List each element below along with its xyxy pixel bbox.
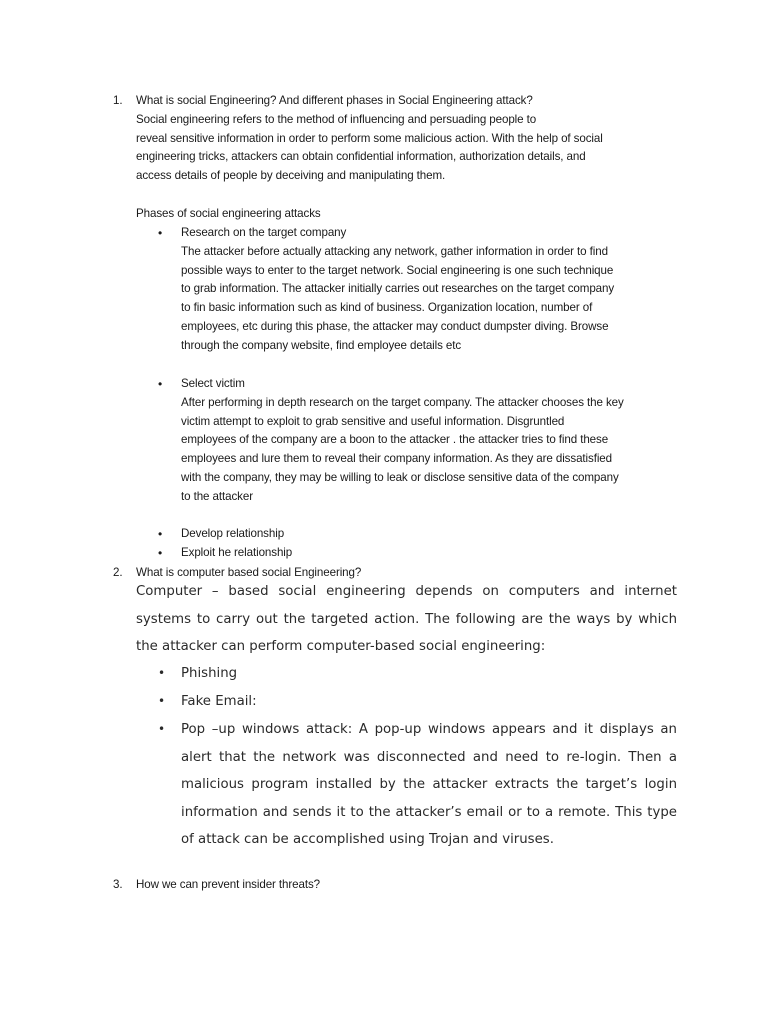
phase-line: through the company website, find employee details etc	[181, 338, 462, 352]
q2-item-phishing: Phishing	[181, 666, 238, 681]
q2-answer: Computer – based social engineering depends on computers and internet systems to carry out the targeted action. The following are the ways by which the attacker can perform computer-based social engineering:	[136, 584, 677, 655]
bullet-icon: •	[158, 694, 166, 708]
q2-item-popup: Pop –up windows attack: A pop-up windows appears and it displays an alert that the network was disconnected and need to re-login. Then a malicious program installed by the attacker extracts the target’s login information and sends it to the attacker’s email or to a remote. This type of attack can be accomplished using Trojan and viruses.	[181, 722, 677, 848]
phase-select-victim	[181, 375, 681, 507]
phase-line: victim attempt to exploit to grab sensitive and useful information. Disgruntled	[181, 414, 565, 428]
bullet-icon: •	[158, 666, 166, 680]
phase-title: Develop relationship	[181, 527, 285, 540]
bullet-icon: •	[158, 377, 163, 391]
phase-line: to fin basic information such as kind of business. Organization location, number of	[181, 301, 593, 315]
phase-line: possible ways to enter to the target network. Social engineering is one such technique	[181, 263, 614, 277]
q3-number: 3.	[113, 878, 123, 891]
bullet-icon: •	[158, 527, 163, 541]
q1-answer-line: access details of people by deceiving and manipulating them.	[136, 169, 446, 183]
bullet-icon: •	[158, 546, 163, 560]
bullet-icon: •	[158, 226, 163, 240]
q1-section	[136, 92, 676, 186]
phase-line: employees of the company are a boon to the attacker . the attacker tries to find these	[181, 433, 609, 447]
bullet-icon: •	[158, 722, 166, 736]
phase-research	[181, 224, 681, 356]
phase-line: The attacker before actually attacking any network, gather information in order to find	[181, 244, 608, 258]
q2-item-fake-email: Fake Email:	[181, 694, 257, 709]
phases-heading: Phases of social engineering attacks	[136, 207, 321, 220]
phase-title: Select victim	[181, 377, 245, 390]
phase-line: After performing in depth research on the target company. The attacker chooses the key	[181, 395, 624, 409]
phase-line: employees and lure them to reveal their company information. As they are dissatisfied	[181, 452, 612, 466]
q2-number: 2.	[113, 566, 123, 579]
phase-title: Research on the target company	[181, 226, 347, 239]
q2-question: What is computer based social Engineering?	[136, 566, 362, 579]
phase-line: employees, etc during this phase, the attacker may conduct dumpster diving. Browse	[181, 319, 609, 333]
phase-title: Exploit he relationship	[181, 546, 293, 559]
q1-answer-line: Social engineering refers to the method of influencing and persuading people to	[136, 112, 537, 126]
phase-line: to the attacker	[181, 489, 253, 503]
q3-question: How we can prevent insider threats?	[136, 878, 321, 891]
q1-question: What is social Engineering? And different phases in Social Engineering attack?	[136, 94, 533, 107]
q1-answer-line: engineering tricks, attackers can obtain confidential information, authorization details, and	[136, 150, 586, 164]
q1-answer-line: reveal sensitive information in order to perform some malicious action. With the help of social	[136, 131, 603, 145]
q1-number: 1.	[113, 94, 123, 107]
phase-line: to grab information. The attacker initially carries out researches on the target company	[181, 282, 615, 296]
phase-line: with the company, they may be willing to leak or disclose sensitive data of the company	[181, 470, 619, 484]
